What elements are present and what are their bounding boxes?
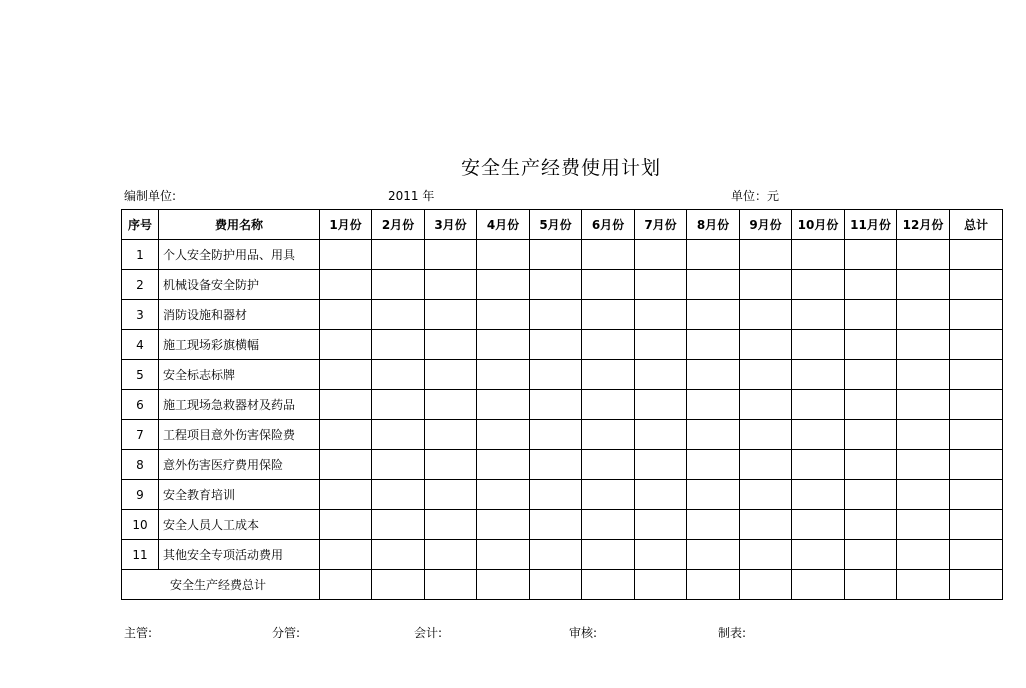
month-amount-cell[interactable]	[897, 360, 950, 390]
month-amount-cell[interactable]	[320, 240, 372, 270]
table-row	[122, 390, 1003, 420]
month-amount-cell[interactable]	[740, 420, 792, 450]
expense-name-cell: 安全人员人工成本	[159, 510, 320, 540]
month-amount-cell[interactable]	[372, 480, 425, 510]
month-amount-cell[interactable]	[477, 510, 530, 540]
header-cell: 7月份	[635, 210, 687, 240]
month-amount-cell[interactable]	[687, 330, 740, 360]
month-amount-cell[interactable]	[792, 540, 845, 570]
month-amount-cell[interactable]	[635, 240, 687, 270]
row-total-cell[interactable]	[950, 420, 1003, 450]
month-amount-cell[interactable]	[530, 390, 582, 420]
table-row	[122, 360, 1003, 390]
month-amount-cell[interactable]	[582, 540, 635, 570]
row-number-cell: 1	[122, 240, 159, 270]
row-total-cell[interactable]	[950, 270, 1003, 300]
month-amount-cell[interactable]	[687, 450, 740, 480]
row-total-cell[interactable]	[950, 300, 1003, 330]
month-amount-cell[interactable]	[635, 360, 687, 390]
expense-name-cell: 工程项目意外伤害保险费	[159, 420, 320, 450]
row-number-cell: 5	[122, 360, 159, 390]
expense-name-cell: 施工现场彩旗横幅	[159, 330, 320, 360]
month-amount-cell[interactable]	[530, 270, 582, 300]
month-amount-cell[interactable]	[320, 390, 372, 420]
month-amount-cell[interactable]	[792, 390, 845, 420]
grand-total-row	[122, 570, 1003, 600]
month-amount-cell[interactable]	[740, 450, 792, 480]
month-amount-cell[interactable]	[740, 270, 792, 300]
month-amount-cell[interactable]	[372, 540, 425, 570]
month-amount-cell[interactable]	[425, 540, 477, 570]
expense-name-cell: 机械设备安全防护	[159, 270, 320, 300]
document-title: 安全生产经费使用计划	[460, 157, 661, 179]
month-amount-cell[interactable]	[372, 390, 425, 420]
table-row	[122, 420, 1003, 450]
month-amount-cell[interactable]	[792, 330, 845, 360]
month-amount-cell[interactable]	[477, 240, 530, 270]
month-amount-cell[interactable]	[792, 360, 845, 390]
month-amount-cell[interactable]	[477, 270, 530, 300]
expense-name-cell: 安全标志标牌	[159, 360, 320, 390]
row-number-cell: 11	[122, 540, 159, 570]
month-amount-cell[interactable]	[635, 540, 687, 570]
month-amount-cell[interactable]	[425, 510, 477, 540]
month-amount-cell[interactable]	[635, 450, 687, 480]
month-amount-cell[interactable]	[740, 480, 792, 510]
table-row	[122, 330, 1003, 360]
year-label: 2011 年	[388, 189, 435, 203]
unit-label: 单位：元	[731, 189, 780, 203]
header-cell: 序号	[122, 210, 159, 240]
month-amount-cell[interactable]	[582, 300, 635, 330]
month-amount-cell[interactable]	[530, 330, 582, 360]
month-amount-cell[interactable]	[740, 510, 792, 540]
month-amount-cell[interactable]	[320, 450, 372, 480]
month-amount-cell[interactable]	[425, 270, 477, 300]
month-amount-cell[interactable]	[372, 360, 425, 390]
month-amount-cell[interactable]	[425, 390, 477, 420]
month-amount-cell[interactable]	[582, 330, 635, 360]
month-amount-cell[interactable]	[530, 540, 582, 570]
row-number-cell: 2	[122, 270, 159, 300]
month-amount-cell[interactable]	[425, 450, 477, 480]
month-amount-cell[interactable]	[372, 330, 425, 360]
month-amount-cell[interactable]	[530, 300, 582, 330]
month-amount-cell[interactable]	[845, 540, 897, 570]
table-row	[122, 300, 1003, 330]
month-amount-cell[interactable]	[372, 300, 425, 330]
month-amount-cell[interactable]	[477, 480, 530, 510]
month-amount-cell[interactable]	[635, 300, 687, 330]
month-total-cell[interactable]	[477, 570, 530, 600]
footer-deputy: 分管:	[272, 626, 301, 640]
month-amount-cell[interactable]	[635, 510, 687, 540]
month-amount-cell[interactable]	[845, 330, 897, 360]
month-amount-cell[interactable]	[372, 450, 425, 480]
month-amount-cell[interactable]	[897, 420, 950, 450]
month-amount-cell[interactable]	[845, 480, 897, 510]
month-amount-cell[interactable]	[582, 420, 635, 450]
row-total-cell[interactable]	[950, 330, 1003, 360]
month-amount-cell[interactable]	[530, 360, 582, 390]
month-amount-cell[interactable]	[530, 420, 582, 450]
row-number-cell: 7	[122, 420, 159, 450]
month-amount-cell[interactable]	[845, 270, 897, 300]
table-row	[122, 540, 1003, 570]
month-amount-cell[interactable]	[792, 480, 845, 510]
month-amount-cell[interactable]	[845, 360, 897, 390]
table-row	[122, 480, 1003, 510]
month-amount-cell[interactable]	[320, 360, 372, 390]
month-amount-cell[interactable]	[582, 270, 635, 300]
month-amount-cell[interactable]	[425, 300, 477, 330]
header-cell: 6月份	[582, 210, 635, 240]
month-amount-cell[interactable]	[687, 360, 740, 390]
month-amount-cell[interactable]	[687, 510, 740, 540]
month-amount-cell[interactable]	[740, 240, 792, 270]
header-cell: 10月份	[792, 210, 845, 240]
header-row	[122, 210, 1003, 240]
month-amount-cell[interactable]	[687, 420, 740, 450]
row-number-cell: 9	[122, 480, 159, 510]
month-total-cell[interactable]	[687, 570, 740, 600]
month-total-cell[interactable]	[845, 570, 897, 600]
month-amount-cell[interactable]	[582, 480, 635, 510]
footer-preparer: 制表:	[718, 626, 747, 640]
month-amount-cell[interactable]	[372, 270, 425, 300]
month-amount-cell[interactable]	[320, 270, 372, 300]
expense-name-cell: 意外伤害医疗费用保险	[159, 450, 320, 480]
month-total-cell[interactable]	[897, 570, 950, 600]
month-amount-cell[interactable]	[740, 390, 792, 420]
month-amount-cell[interactable]	[845, 390, 897, 420]
month-amount-cell[interactable]	[897, 480, 950, 510]
month-amount-cell[interactable]	[582, 240, 635, 270]
expense-name-cell: 施工现场急救器材及药品	[159, 390, 320, 420]
expense-name-cell: 个人安全防护用品、用具	[159, 240, 320, 270]
month-amount-cell[interactable]	[582, 510, 635, 540]
table-row	[122, 450, 1003, 480]
row-total-cell[interactable]	[950, 540, 1003, 570]
expense-name-cell: 安全教育培训	[159, 480, 320, 510]
grand-total-label: 安全生产经费总计	[122, 570, 320, 600]
row-total-cell[interactable]	[950, 240, 1003, 270]
month-total-cell[interactable]	[425, 570, 477, 600]
month-amount-cell[interactable]	[845, 300, 897, 330]
month-amount-cell[interactable]	[320, 480, 372, 510]
month-amount-cell[interactable]	[687, 480, 740, 510]
header-cell: 3月份	[425, 210, 477, 240]
month-amount-cell[interactable]	[530, 240, 582, 270]
month-amount-cell[interactable]	[477, 300, 530, 330]
month-amount-cell[interactable]	[845, 510, 897, 540]
header-cell: 1月份	[320, 210, 372, 240]
month-amount-cell[interactable]	[477, 390, 530, 420]
month-amount-cell[interactable]	[687, 240, 740, 270]
month-amount-cell[interactable]	[582, 360, 635, 390]
month-amount-cell[interactable]	[845, 450, 897, 480]
month-amount-cell[interactable]	[530, 510, 582, 540]
month-amount-cell[interactable]	[897, 390, 950, 420]
month-amount-cell[interactable]	[897, 330, 950, 360]
month-total-cell[interactable]	[740, 570, 792, 600]
month-amount-cell[interactable]	[687, 300, 740, 330]
month-total-cell[interactable]	[792, 570, 845, 600]
month-amount-cell[interactable]	[425, 360, 477, 390]
expense-name-cell: 消防设施和器材	[159, 300, 320, 330]
month-amount-cell[interactable]	[845, 240, 897, 270]
month-amount-cell[interactable]	[372, 420, 425, 450]
month-amount-cell[interactable]	[477, 360, 530, 390]
row-total-cell[interactable]	[950, 510, 1003, 540]
month-amount-cell[interactable]	[792, 300, 845, 330]
month-amount-cell[interactable]	[635, 270, 687, 300]
month-amount-cell[interactable]	[740, 540, 792, 570]
month-amount-cell[interactable]	[897, 240, 950, 270]
month-amount-cell[interactable]	[425, 330, 477, 360]
row-number-cell: 3	[122, 300, 159, 330]
footer-reviewer: 审核:	[569, 626, 598, 640]
month-amount-cell[interactable]	[897, 510, 950, 540]
month-total-cell[interactable]	[582, 570, 635, 600]
month-amount-cell[interactable]	[792, 270, 845, 300]
header-cell: 4月份	[477, 210, 530, 240]
month-amount-cell[interactable]	[635, 480, 687, 510]
header-cell: 总计	[950, 210, 1003, 240]
month-amount-cell[interactable]	[320, 420, 372, 450]
footer-supervisor: 主管:	[124, 626, 153, 640]
row-total-cell[interactable]	[950, 450, 1003, 480]
row-total-cell[interactable]	[950, 390, 1003, 420]
month-amount-cell[interactable]	[320, 540, 372, 570]
header-cell: 5月份	[530, 210, 582, 240]
month-amount-cell[interactable]	[687, 390, 740, 420]
header-cell: 费用名称	[159, 210, 320, 240]
grand-total-cell[interactable]	[950, 570, 1003, 600]
table-row	[122, 510, 1003, 540]
table-row	[122, 240, 1003, 270]
month-amount-cell[interactable]	[425, 240, 477, 270]
month-amount-cell[interactable]	[372, 240, 425, 270]
month-amount-cell[interactable]	[687, 540, 740, 570]
month-amount-cell[interactable]	[792, 510, 845, 540]
month-amount-cell[interactable]	[635, 390, 687, 420]
month-amount-cell[interactable]	[530, 450, 582, 480]
month-total-cell[interactable]	[530, 570, 582, 600]
month-amount-cell[interactable]	[740, 360, 792, 390]
month-amount-cell[interactable]	[477, 450, 530, 480]
month-amount-cell[interactable]	[897, 450, 950, 480]
month-amount-cell[interactable]	[425, 480, 477, 510]
month-total-cell[interactable]	[372, 570, 425, 600]
month-amount-cell[interactable]	[582, 390, 635, 420]
row-total-cell[interactable]	[950, 360, 1003, 390]
month-amount-cell[interactable]	[897, 270, 950, 300]
month-amount-cell[interactable]	[582, 450, 635, 480]
month-amount-cell[interactable]	[740, 330, 792, 360]
row-number-cell: 8	[122, 450, 159, 480]
month-amount-cell[interactable]	[792, 240, 845, 270]
month-amount-cell[interactable]	[320, 300, 372, 330]
expense-plan-table	[121, 209, 1003, 600]
month-amount-cell[interactable]	[635, 330, 687, 360]
month-amount-cell[interactable]	[792, 420, 845, 450]
month-amount-cell[interactable]	[687, 270, 740, 300]
header-cell: 11月份	[845, 210, 897, 240]
month-amount-cell[interactable]	[477, 330, 530, 360]
row-total-cell[interactable]	[950, 480, 1003, 510]
month-amount-cell[interactable]	[792, 450, 845, 480]
month-total-cell[interactable]	[635, 570, 687, 600]
row-number-cell: 10	[122, 510, 159, 540]
month-amount-cell[interactable]	[320, 510, 372, 540]
header-cell: 2月份	[372, 210, 425, 240]
org-label: 编制单位:	[124, 189, 177, 203]
month-amount-cell[interactable]	[845, 420, 897, 450]
table-row	[122, 270, 1003, 300]
month-total-cell[interactable]	[320, 570, 372, 600]
month-amount-cell[interactable]	[897, 540, 950, 570]
header-cell: 8月份	[687, 210, 740, 240]
footer-accountant: 会计:	[414, 626, 443, 640]
month-amount-cell[interactable]	[897, 300, 950, 330]
month-amount-cell[interactable]	[320, 330, 372, 360]
header-cell: 12月份	[897, 210, 950, 240]
month-amount-cell[interactable]	[530, 480, 582, 510]
month-amount-cell[interactable]	[425, 420, 477, 450]
month-amount-cell[interactable]	[477, 540, 530, 570]
month-amount-cell[interactable]	[635, 420, 687, 450]
header-cell: 9月份	[740, 210, 792, 240]
month-amount-cell[interactable]	[740, 300, 792, 330]
expense-name-cell: 其他安全专项活动费用	[159, 540, 320, 570]
row-number-cell: 4	[122, 330, 159, 360]
row-number-cell: 6	[122, 390, 159, 420]
month-amount-cell[interactable]	[372, 510, 425, 540]
month-amount-cell[interactable]	[477, 420, 530, 450]
